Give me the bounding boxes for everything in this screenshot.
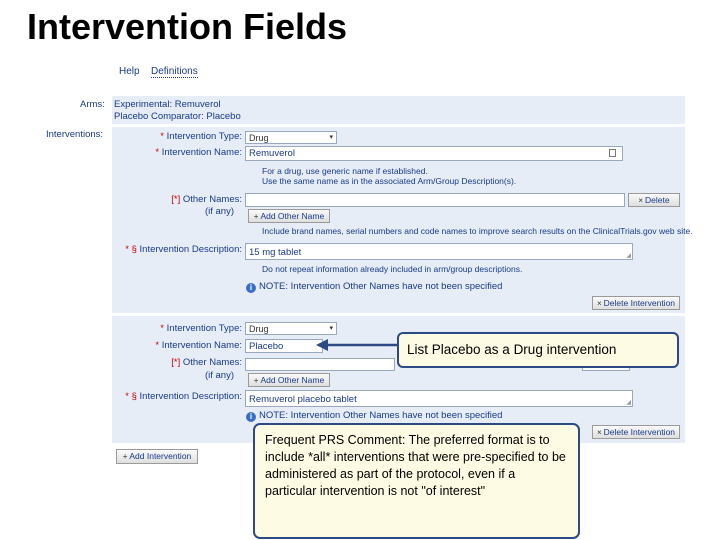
info-icon: i (246, 283, 256, 293)
intervention-1-name-label (120, 147, 242, 158)
intervention-1-name-hint-1: For a drug, use generic name if established. (262, 166, 428, 176)
intervention-1-other-names-note (246, 281, 502, 293)
select-value: Drug (249, 324, 269, 334)
intervention-2-add-other-name-button[interactable] (248, 373, 330, 387)
name-label-text: Intervention Name: (161, 147, 242, 158)
optional-required-marker: [*] (171, 194, 181, 205)
input-value: Remuverol (249, 148, 295, 159)
intervention-1-name-input[interactable] (245, 146, 623, 161)
plus-icon: + (253, 212, 259, 221)
note-text: NOTE: Intervention Other Names have not been specified (259, 281, 503, 292)
intervention-1-description-hint: Do not repeat information already included in arm/group descriptions. (262, 264, 523, 274)
intervention-2-other-names-note (246, 410, 502, 422)
definitions-link[interactable]: Definitions (151, 66, 198, 77)
resize-handle-icon[interactable]: ◢ (626, 253, 631, 259)
intervention-1-type-select[interactable] (245, 131, 337, 144)
intervention-2-type-select[interactable] (245, 322, 337, 335)
type-label-text: Intervention Type: (166, 131, 242, 142)
other-names-label-text: Other Names: (182, 357, 242, 368)
required-marker: * (160, 131, 164, 142)
intervention-1-description-textarea[interactable] (245, 243, 633, 260)
intervention-1-description-label (100, 244, 242, 255)
prs-comment-callout: Frequent PRS Comment: The preferred format is to include *all* interventions that were pre-specified to be administered as part of the protocol, even if a particular intervention is not "of interest" (253, 423, 580, 539)
intervention-2-other-names-label (120, 357, 242, 368)
intervention-1-other-names-label (120, 194, 242, 205)
button-label: Delete Intervention (603, 427, 676, 437)
intervention-2-if-any-label: (if any) (204, 370, 234, 381)
field-menu-icon (609, 149, 616, 157)
intervention-1-if-any-label: (if any) (204, 206, 234, 217)
description-label-text: Intervention Description: (139, 244, 242, 255)
intervention-1-type-label (120, 131, 242, 142)
intervention-1-delete-other-name-button[interactable] (628, 193, 680, 207)
required-marker: * (155, 340, 160, 351)
other-names-label-text: Other Names: (182, 194, 242, 205)
textarea-value: 15 mg tablet (249, 247, 302, 258)
plus-icon: + (253, 376, 259, 385)
intervention-2-delete-intervention-button[interactable] (592, 425, 680, 439)
name-label-text: Intervention Name: (161, 340, 242, 351)
close-icon: × (597, 428, 602, 437)
intervention-1-name-hint-2: Use the same name as in the associated Arm/Group Description(s). (262, 176, 517, 186)
button-label: Add Intervention (129, 451, 192, 461)
intervention-2-description-textarea[interactable] (245, 390, 633, 407)
help-link[interactable]: Help (119, 66, 140, 77)
arms-line-2: Placebo Comparator: Placebo (114, 111, 241, 122)
optional-required-marker: [*] (171, 357, 181, 368)
intervention-2-other-names-input[interactable] (245, 358, 395, 371)
intervention-2-name-label (120, 340, 242, 351)
interventions-label: Interventions: (46, 129, 104, 140)
info-icon: i (246, 412, 256, 422)
intervention-1-other-names-input[interactable] (245, 193, 625, 207)
plus-icon: + (122, 452, 128, 461)
required-marker: * (160, 323, 164, 334)
button-label: Delete Intervention (603, 298, 676, 308)
button-label: Delete (645, 195, 670, 205)
chevron-down-icon: ▾ (329, 325, 333, 332)
button-label: Add Other Name (260, 211, 325, 221)
select-value: Drug (249, 133, 269, 143)
intervention-1-add-other-name-button[interactable] (248, 209, 330, 223)
required-marker: * (155, 147, 160, 158)
resize-handle-icon[interactable]: ◢ (626, 400, 631, 406)
type-label-text: Intervention Type: (166, 323, 242, 334)
arms-line-1: Experimental: Remuverol (114, 99, 221, 110)
required-section-marker: * § (125, 244, 137, 255)
add-intervention-button[interactable] (116, 449, 198, 464)
intervention-1-other-names-hint: Include brand names, serial numbers and code names to improve search results on the ClinicalTrials.gov web site. (262, 226, 693, 236)
arms-label: Arms: (80, 99, 105, 110)
callout-arrow (316, 336, 402, 354)
page-title: Intervention Fields (27, 6, 348, 47)
button-label: Add Other Name (260, 375, 325, 385)
description-label-text: Intervention Description: (139, 391, 242, 402)
note-text: NOTE: Intervention Other Names have not been specified (259, 410, 503, 421)
close-icon: × (597, 299, 602, 308)
intervention-2-description-label (100, 391, 242, 402)
chevron-down-icon: ▾ (329, 134, 333, 141)
intervention-1-delete-intervention-button[interactable] (592, 296, 680, 310)
close-icon: × (638, 196, 644, 205)
intervention-2-type-label (120, 323, 242, 334)
placebo-callout: List Placebo as a Drug intervention (397, 332, 679, 368)
required-section-marker: * § (125, 391, 137, 402)
intervention-2-name-input[interactable]: Placebo (245, 339, 323, 353)
textarea-value: Remuverol placebo tablet (249, 394, 357, 405)
